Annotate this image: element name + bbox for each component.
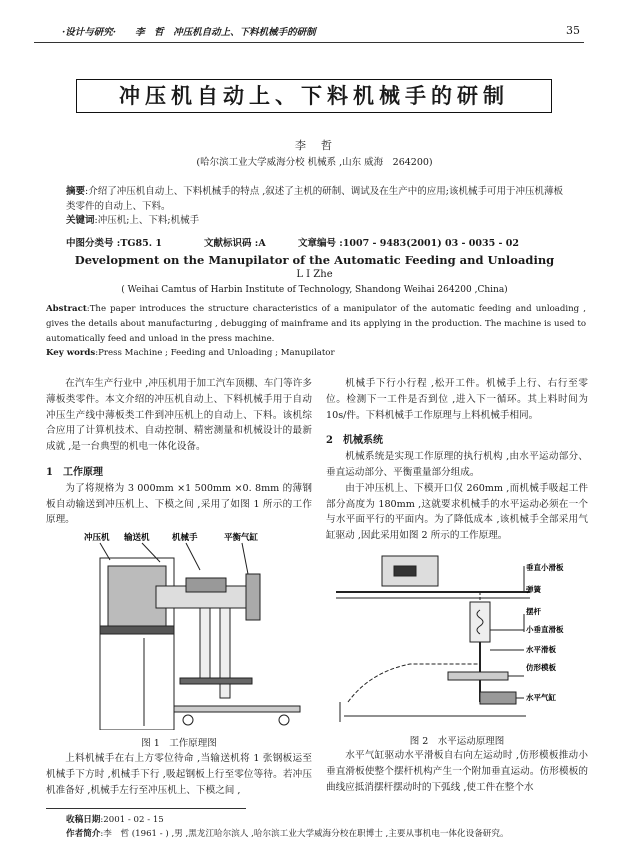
fig2-label-horizontal-slide: 水平滑板 — [526, 645, 556, 654]
column-2-paragraph-1: 机械手下行小行程 ,松开工件。机械手上行、右行至零位。检测下一工件是否到位 ,进入下一循环。其上料时间为 10s/件。下料机械手工作原理与上料机械手相同。 — [326, 378, 588, 421]
section-2-title: 2 机械系统 — [326, 435, 383, 447]
header-left: ·设计与研究· 李 哲 冲压机自动上、下料机械手的研制 — [62, 27, 316, 38]
abstract-en-text: :The paper introduces the structure characteristics of a manipulator of the automatic feeding and unloading , gives the details about manufacturing , debugging of mainframe and its applying in the production. The machine is used to automatically feed and unload in the press machine. — [46, 304, 586, 344]
section-2-paragraph-1: 机械系统是实现工作原理的执行机构 ,由水平运动部分、垂直运动部分、平衡重量部分组成。 — [326, 451, 588, 478]
keywords-zh-text: :冲压机;上、下料;机械手 — [94, 215, 200, 226]
abstract-zh — [66, 185, 566, 229]
received-date — [66, 813, 164, 825]
section-2-paragraph-3: 水平气缸驱动水平滑板自右向左运动时 ,仿形模板推动小垂直滑板使整个摆杆机构产生一个附加垂直运动。仿形模板的曲线应抵消摆杆摆动时的下弧线 ,使工件在整个水 — [326, 750, 588, 793]
figure-1 — [60, 530, 310, 730]
section-1-paragraph-2: 上料机械手在右上方零位待命 ,当输送机将 1 张钢板运至机械手下方时 ,机械手下行 ,吸起钢板上行至零位等待。若冲压机准备好 ,机械手左行至冲压机上、下模之间 , — [46, 753, 312, 796]
fig1-label-balance-cylinder: 平衡气缸 — [224, 533, 259, 543]
bio-value: :李 哲 (1961 - ) ,男 ,黑龙江哈尔滨人 ,哈尔滨工业大学威海分校在职博士 ,主要从事机电一体化设备研究。 — [100, 829, 509, 839]
fig1-label-manipulator: 机械手 — [172, 533, 198, 543]
bio-label: 作者简介 — [66, 829, 101, 839]
fig1-conveyor — [174, 706, 300, 712]
keywords-zh-label: 关键词 — [66, 215, 95, 226]
affiliation-en: ( Weihai Camtus of Harbin Institute of Technology, Shandong Weihai 264200 ,China) — [121, 285, 508, 295]
affiliation: (哈尔滨工业大学威海分校 机械系 ,山东 威海 264200) — [196, 157, 433, 168]
fig2-label-swing-rod: 摆杆 — [526, 607, 541, 616]
received-value: :2001 - 02 - 15 — [100, 815, 164, 825]
section-2-paragraph-2: 由于冲压机上、下模开口仅 260mm ,而机械手吸起工件部分高度为 180mm ,这就要求机械手的水平运动必须在一个与水平面平行的平面内。为了降低成本 ,该机械手全部采用气缸驱动 ,因此采用如图 2 所示的工作原理。 — [326, 482, 588, 542]
figure-1-caption: 图 1 工作原理图 — [141, 738, 217, 749]
title-en: Development on the Manupilator of the Automatic Feeding and Unloading — [74, 253, 555, 267]
section-1-title: 1 工作原理 — [46, 466, 103, 478]
author-bio — [66, 827, 509, 839]
column-right-bottom — [326, 748, 588, 795]
clc-number: 中图分类号 :TG85. 1 — [66, 238, 162, 249]
section-1-paragraph-1: 为了将规格为 3 000mm ×1 500mm ×0. 8mm 的薄钢板自动输送到冲压机上、下模之间 ,采用了如图 1 所示的工作原理。 — [46, 482, 312, 526]
fig1-label-conveyor: 输送机 — [124, 533, 150, 543]
column-right — [326, 376, 588, 544]
fig2-label-profile-plate: 仿形模板 — [526, 663, 556, 672]
abstract-en-label: Abstract — [46, 304, 87, 314]
figure-2 — [330, 552, 588, 728]
fig2-label-vertical-slide: 垂直小滑板 — [526, 563, 564, 572]
keywords-en-label: Key words — [46, 348, 96, 358]
title-box — [76, 79, 552, 113]
fig1-label-press: 冲压机 — [84, 533, 110, 543]
abstract-zh-label: 摘要 — [66, 186, 86, 197]
fig2-label-spring: 弹簧 — [526, 585, 541, 594]
intro-paragraph: 在汽车生产行业中 ,冲压机用于加工汽车顶棚、车门等许多薄板类零件。本文介绍的冲压机自动上、下料机械手用于自动冲压生产线中薄板类工件到冲压机上的自动上、下料。该机综合应用了计算机技术、自动控制、精密测量和机械设计的最新成就 ,是一台典型的机电一体化设备。 — [46, 378, 312, 453]
received-label: 收稿日期 — [66, 815, 101, 825]
author-en: L I Zhe — [296, 269, 333, 280]
figure-2-caption: 图 2 水平运动原理图 — [409, 736, 505, 747]
fig2-profile-curve — [348, 664, 480, 702]
page-number: 35 — [566, 24, 580, 37]
column-left-bottom — [46, 751, 312, 798]
author: 李 哲 — [295, 139, 334, 152]
fig1-workpiece — [180, 678, 252, 684]
fig2-label-small-vertical-slide: 小垂直滑板 — [526, 625, 564, 634]
page-title: 冲压机自动上、下料机械手的研制 — [119, 83, 509, 108]
keywords-en-text: :Press Machine ; Feeding and Unloading ; Manupilator — [95, 348, 335, 358]
column-left — [46, 376, 312, 528]
doc-code: 文献标识码 :A — [204, 238, 266, 249]
abstract-en — [46, 302, 586, 346]
footnote-rule — [46, 808, 246, 809]
article-number: 文章编号 :1007 - 9483(2001) 03 - 0035 - 02 — [298, 238, 519, 249]
fig2-horizontal-cylinder — [480, 692, 516, 704]
abstract-zh-text: :介绍了冲压机自动上、下料机械手的特点 ,叙述了主机的研制、调试及在生产中的应用;该机械手可用于冲压机薄板类零件的自动上、下料。 — [66, 186, 563, 212]
header-rule — [34, 42, 584, 43]
keywords-en — [46, 348, 586, 358]
fig2-label-horizontal-cylinder: 水平气缸 — [526, 693, 556, 702]
